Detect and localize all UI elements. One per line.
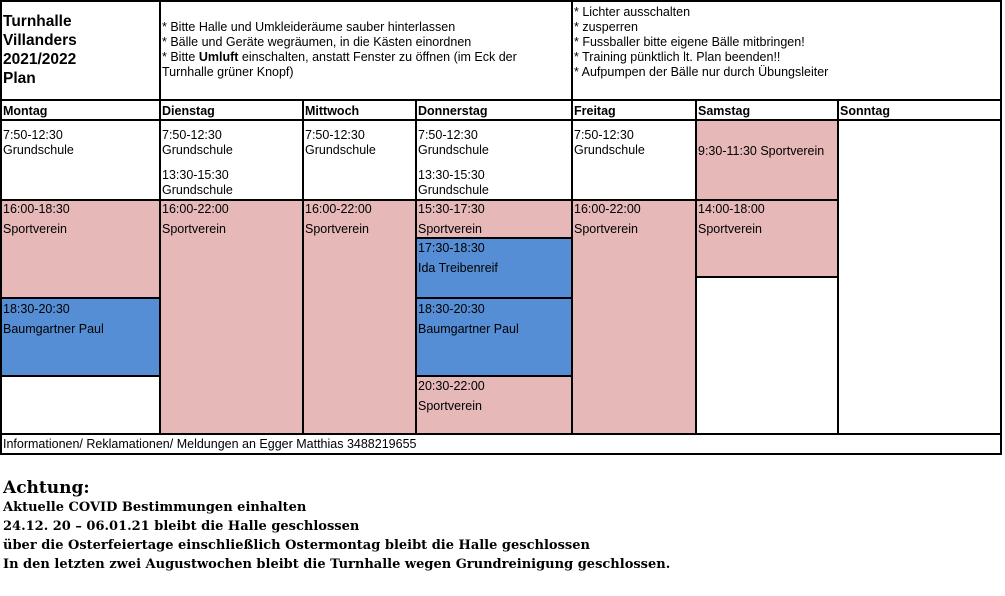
footer-line-1: Aktuelle COVID Bestimmungen einhalten <box>3 500 307 515</box>
thu-entry-3: 15:30-17:30 Sportverein <box>418 202 485 236</box>
rule-4: * Lichter ausschalten <box>574 5 691 19</box>
rule-3-emphasis: Umluft <box>198 50 239 64</box>
day-header-sat: Samstag <box>698 104 751 118</box>
info-row: Informationen/ Reklamationen/ Meldungen an Egger Matthias 3488219655 <box>3 437 417 451</box>
rules-list-2 <box>574 5 994 80</box>
title-line-2: Villanders <box>3 32 77 49</box>
rules-list-1 <box>162 20 567 80</box>
day-header-tue: Dienstag <box>162 104 215 118</box>
thu-entry-4: 17:30-18:30 Ida Treibenreif <box>418 241 498 275</box>
footer-line-2: 24.12. 20 – 06.01.21 bleibt die Halle geschlossen <box>3 519 360 534</box>
rule-5: * zusperren <box>574 20 638 34</box>
day-header-fri: Freitag <box>574 104 616 118</box>
rule-6: * Fussballer bitte eigene Bälle mitbringen! <box>574 35 805 49</box>
wed-entry-1: 7:50-12:30 Grundschule <box>305 128 376 157</box>
sat-entry-2: 14:00-18:00 Sportverein <box>698 202 765 236</box>
title-line-4: Plan <box>3 70 36 87</box>
footer-line-4: In den letzten zwei Augustwochen bleibt die Turnhalle wegen Grundreinigung geschlossen. <box>3 557 671 572</box>
mon-entry-3: 18:30-20:30 Baumgartner Paul <box>3 302 104 336</box>
footer-notice <box>3 478 670 574</box>
day-header-thu: Donnerstag <box>418 104 488 118</box>
thu-entry-6: 20:30-22:00 Sportverein <box>418 379 485 413</box>
tue-entry-3: 16:00-22:00 Sportverein <box>162 202 229 236</box>
mon-entry-2: 16:00-18:30 Sportverein <box>3 202 70 236</box>
sat-entry-1: 9:30-11:30 Sportverein <box>698 144 825 158</box>
title-line-1: Turnhalle <box>3 13 72 30</box>
rule-8: * Aufpumpen der Bälle nur durch Übungsleiter <box>574 65 829 79</box>
rule-2: * Bälle und Geräte wegräumen, in die Kästen einordnen <box>162 35 472 49</box>
tue-entry-1: 7:50-12:30 Grundschule <box>162 128 233 157</box>
rule-7: * Training pünktlich lt. Plan beenden!! <box>574 50 781 64</box>
day-header-sun: Sonntag <box>840 104 890 118</box>
rule-3: * Bitte Umluft einschalten, anstatt Fenster zu öffnen (im Eck der <box>162 50 517 64</box>
fri-entry-1: 7:50-12:30 Grundschule <box>574 128 645 157</box>
thu-entry-5: 18:30-20:30 Baumgartner Paul <box>418 302 519 336</box>
thu-entry-2: 13:30-15:30 Grundschule <box>418 168 489 197</box>
tue-entry-2: 13:30-15:30 Grundschule <box>162 168 233 197</box>
page-title <box>3 12 77 88</box>
sat-morning-block <box>696 121 837 200</box>
mon-entry-1: 7:50-12:30 Grundschule <box>3 128 74 157</box>
wed-entry-2: 16:00-22:00 Sportverein <box>305 202 372 236</box>
rule-1: * Bitte Halle und Umkleideräume sauber hinterlassen <box>162 20 456 34</box>
day-header-mon: Montag <box>3 104 48 118</box>
thu-entry-1: 7:50-12:30 Grundschule <box>418 128 489 157</box>
title-line-3: 2021/2022 <box>3 51 77 68</box>
footer-line-3: über die Osterfeiertage einschließlich Ostermontag bleibt die Halle geschlossen <box>3 538 590 553</box>
fri-entry-2: 16:00-22:00 Sportverein <box>574 202 641 236</box>
day-header-wed: Mittwoch <box>305 104 360 118</box>
rule-3-cont: Turnhalle grüner Knopf) <box>162 65 294 79</box>
footer-heading: Achtung: <box>3 478 90 498</box>
